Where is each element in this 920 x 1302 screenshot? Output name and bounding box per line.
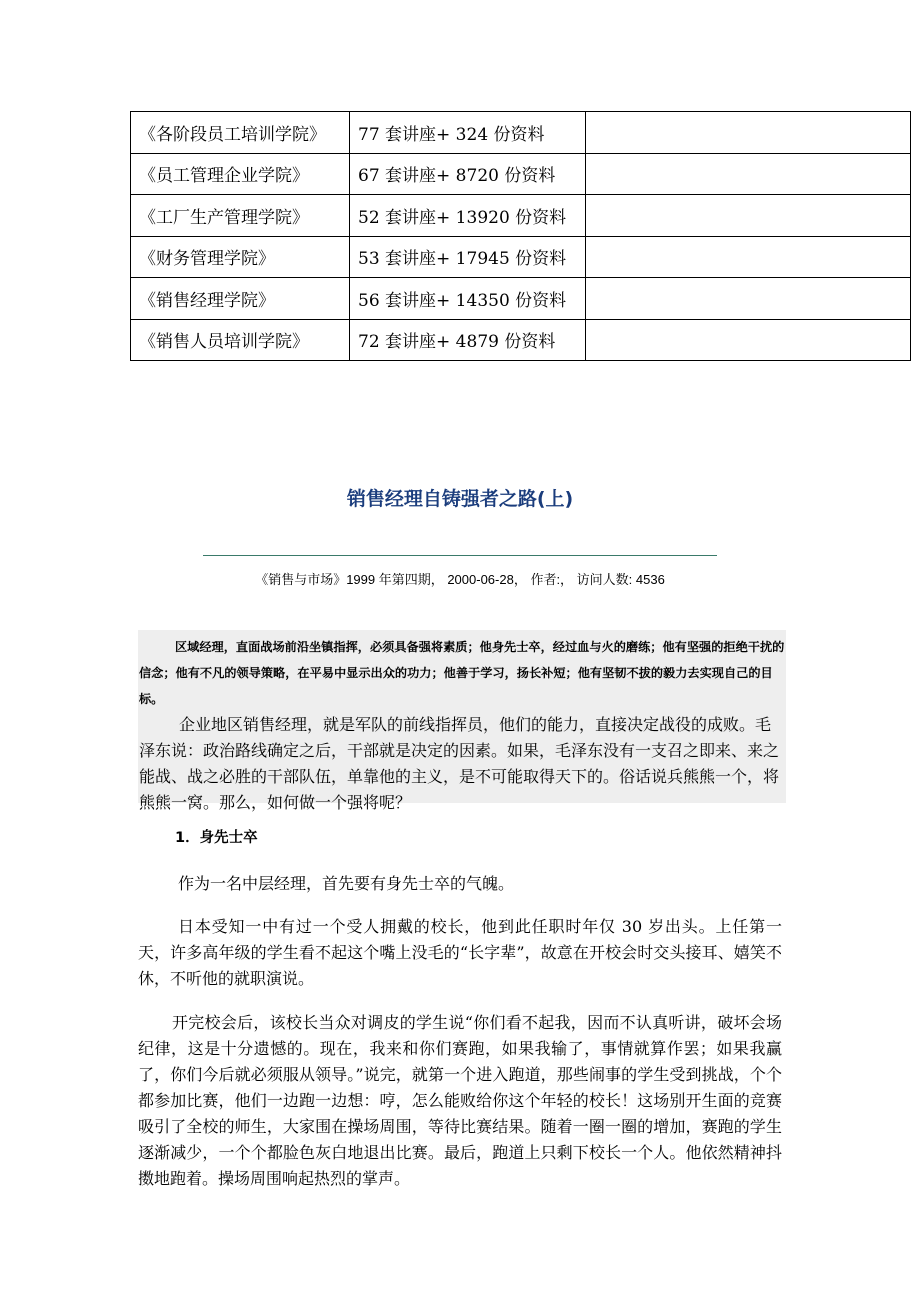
section-heading: 1．身先士卒 — [175, 830, 258, 846]
table-cell-content: 67 套讲座+ 8720 份资料 — [350, 153, 586, 195]
table-row — [131, 278, 911, 320]
table-cell-content: 53 套讲座+ 17945 份资料 — [350, 236, 586, 278]
article-meta: 《销售与市场》1999 年第四期， 2000-06-28， 作者:， 访问人数: 4536 — [255, 572, 665, 587]
table-cell-extra — [586, 195, 911, 237]
table-row — [131, 153, 911, 195]
abstract-lead: 区域经理，直面战场前沿坐镇指挥，必须具备强将素质；他身先士卒，经过血与火的磨练；他有坚强的拒绝干扰的信念；他有不凡的领导策略，在平易中显示出众的功力；他善于学习，扬长补短；他有坚韧不拔的毅力去实现自己的目标。 — [139, 640, 785, 706]
table-cell-content: 52 套讲座+ 13920 份资料 — [350, 195, 586, 237]
table-row — [131, 319, 911, 361]
table-cell-extra — [586, 153, 911, 195]
table-cell-content: 56 套讲座+ 14350 份资料 — [350, 278, 586, 320]
table-cell-extra — [586, 112, 911, 154]
paragraph: 作为一名中层经理，首先要有身先士卒的气魄。 — [178, 874, 515, 893]
table-cell-extra — [586, 236, 911, 278]
table-row — [131, 236, 911, 278]
title-divider — [203, 555, 717, 556]
table-cell-name: 《工厂生产管理学院》 — [131, 195, 350, 237]
table-row — [131, 112, 911, 154]
paragraph: 开完校会后，该校长当众对调皮的学生说“你们看不起我，因而不认真听讲，破坏会场纪律，这是十分遗憾的。现在，我来和你们赛跑，如果我输了，事情就算作罢；如果我赢了，你们今后就必须服从领导。”说完，就第一个进入跑道，那些闹事的学生受到挑战，个个都参加比赛，他们一边跑一边想：哼，怎么能败给你这个年轻的校长！这场别开生面的竞赛吸引了全校的师生，大家围在操场周围，等待比赛结果。随着一圈一圈的增加，赛跑的学生逐渐减少，一个个都脸色灰白地退出比赛。最后，跑道上只剩下校长一个人。他依然精神抖擞地跑着。操场周围响起热烈的掌声。 — [138, 1013, 782, 1188]
table-cell-extra — [586, 319, 911, 361]
catalog-table — [130, 111, 911, 361]
table-cell-name: 《财务管理学院》 — [131, 236, 350, 278]
table-cell-content: 72 套讲座+ 4879 份资料 — [350, 319, 586, 361]
table-cell-name: 《销售经理学院》 — [131, 278, 350, 320]
abstract-body: 企业地区销售经理，就是军队的前线指挥员，他们的能力，直接决定战役的成败。毛泽东说：政治路线确定之后，干部就是决定的因素。如果，毛泽东没有一支召之即来、来之能战、战之必胜的干部队伍，单靠他的主义，是不可能取得天下的。俗话说兵熊熊一个，将熊熊一窝。那么，如何做一个强将呢？ — [139, 715, 780, 812]
table-cell-name: 《销售人员培训学院》 — [131, 319, 350, 361]
table-row — [131, 195, 911, 237]
table-cell-name: 《各阶段员工培训学院》 — [131, 112, 350, 154]
paragraph: 日本受知一中有过一个受人拥戴的校长，他到此任职时年仅 30 岁出头。上任第一天，许多高年级的学生看不起这个嘴上没毛的“长字辈”，故意在开校会时交头接耳、嬉笑不休，不听他的就职演说。 — [138, 917, 782, 988]
article-title: 销售经理自铸强者之路(上) — [346, 488, 574, 510]
table-cell-name: 《员工管理企业学院》 — [131, 153, 350, 195]
article-abstract — [138, 630, 786, 812]
table-cell-extra — [586, 278, 911, 320]
table-cell-content: 77 套讲座+ 324 份资料 — [350, 112, 586, 154]
